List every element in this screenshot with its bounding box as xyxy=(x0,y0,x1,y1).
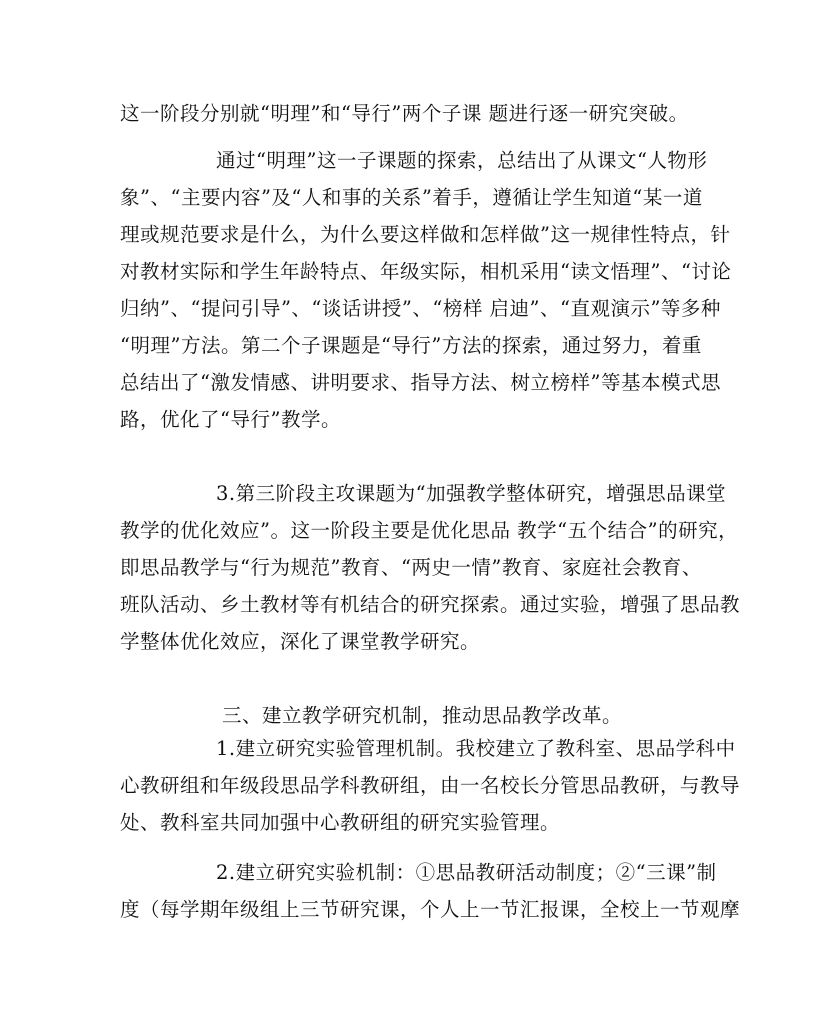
text-line-2: 通过“明理”这一子课题的探索，总结出了从课文“人物形 xyxy=(216,149,708,172)
text-line-6: 归纳”、“提问引导”、“谈话讲授”、“榜样 启迪”、“直观演示”等多种 xyxy=(120,297,721,320)
text-line-16: 1.建立研究实验管理机制。我校建立了教科室、思品学科中 xyxy=(216,737,736,760)
text-line-5: 对教材实际和学生年龄特点、年级实际，相机采用“读文悟理”、“讨论 xyxy=(120,260,732,283)
section-heading: 三、建立教学研究机制，推动思品教学改革。 xyxy=(222,704,623,727)
text-line-9: 路，优化了“导行”教学。 xyxy=(120,408,341,431)
text-line-20: 度（每学期年级组上三节研究课，个人上一节汇报课，全校上一节观摩 xyxy=(120,898,741,921)
text-line-1: 这一阶段分别就“明理”和“导行”两个子课 题进行逐一研究突破。 xyxy=(120,102,689,125)
text-line-3: 象”、“主要内容”及“人和事的关系”着手，遵循让学生知道“某一道 xyxy=(120,186,703,209)
text-line-7: “明理”方法。第二个子课题是“导行”方法的探索，通过努力，着重 xyxy=(120,334,702,357)
text-line-19: 2.建立研究实验机制：①思品教研活动制度；②“三课”制 xyxy=(216,861,717,884)
text-line-17: 心教研组和年级段思品学科教研组，由一名校长分管思品教研，与教导 xyxy=(120,774,741,797)
text-line-14: 学整体优化效应，深化了课堂教学研究。 xyxy=(120,630,481,653)
text-line-10: 3.第三阶段主攻课题为“加强教学整体研究，增强思品课堂 xyxy=(216,482,727,505)
text-line-18: 处、教科室共同加强中心教研组的研究实验管理。 xyxy=(120,811,561,834)
text-line-8: 总结出了“激发情感、讲明要求、指导方法、树立榜样”等基本模式思 xyxy=(120,371,721,394)
text-line-12: 即思品教学与“行为规范”教育、“两史一情”教育、家庭社会教育、 xyxy=(120,556,702,579)
text-line-13: 班队活动、乡土教材等有机结合的研究探索。通过实验，增强了思品教 xyxy=(120,593,741,616)
text-line-11: 教学的优化效应”。这一阶段主要是优化思品 教学“五个结合”的研究， xyxy=(120,519,739,542)
text-line-4: 理或规范要求是什么，为什么要这样做和怎样做”这一规律性特点，针 xyxy=(120,223,731,246)
